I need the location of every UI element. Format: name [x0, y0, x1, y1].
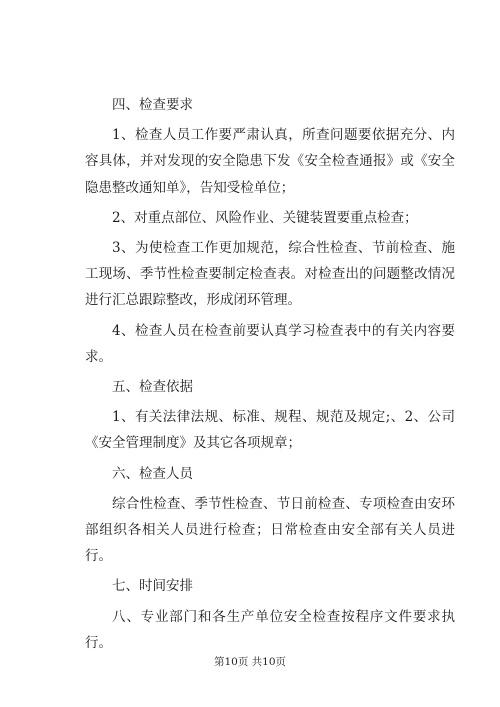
- paragraph-requirement-3: 3、为使检查工作更加规范，综合性检查、节前检查、施工现场、季节性检查要制定检查表。对检查出的问题整改情况进行汇总跟踪整改，形成闭环管理。: [85, 240, 455, 309]
- page-footer: 第10页 共10页: [213, 656, 287, 668]
- section-heading-inspection-requirements: 四、检查要求: [112, 97, 193, 113]
- paragraph-requirement-1: 1、检查人员工作要严肃认真，所查问题要依据充分、内容具体，并对发现的安全隐患下发《安全检查通报》或《安全隐患整改通知单》，告知受检单位；: [85, 127, 455, 196]
- section-heading-inspection-personnel: 六、检查人员: [112, 465, 193, 482]
- paragraph-requirement-2: 2、对重点部位、风险作业、关键装置要重点检查；: [112, 209, 418, 226]
- document-body: [85, 92, 455, 660]
- section-heading-schedule: 七、时间安排: [112, 578, 193, 595]
- section-heading-inspection-basis: 五、检查依据: [112, 379, 193, 396]
- paragraph-execution: 八、专业部门和各生产单位安全检查按程序文件要求执行。: [85, 608, 455, 651]
- paragraph-basis: 1、有关法律法规、标准、规程、规范及规定;、2、公司《安全管理制度》及其它各项规章；: [85, 409, 455, 452]
- paragraph-requirement-4: 4、检查人员在检查前要认真学习检查表中的有关内容要求。: [85, 322, 455, 365]
- paragraph-personnel: 综合性检查、季节性检查、节日前检查、专项检查由安环部组织各相关人员进行检查；日常检查由安全部有关人员进行。: [85, 495, 455, 565]
